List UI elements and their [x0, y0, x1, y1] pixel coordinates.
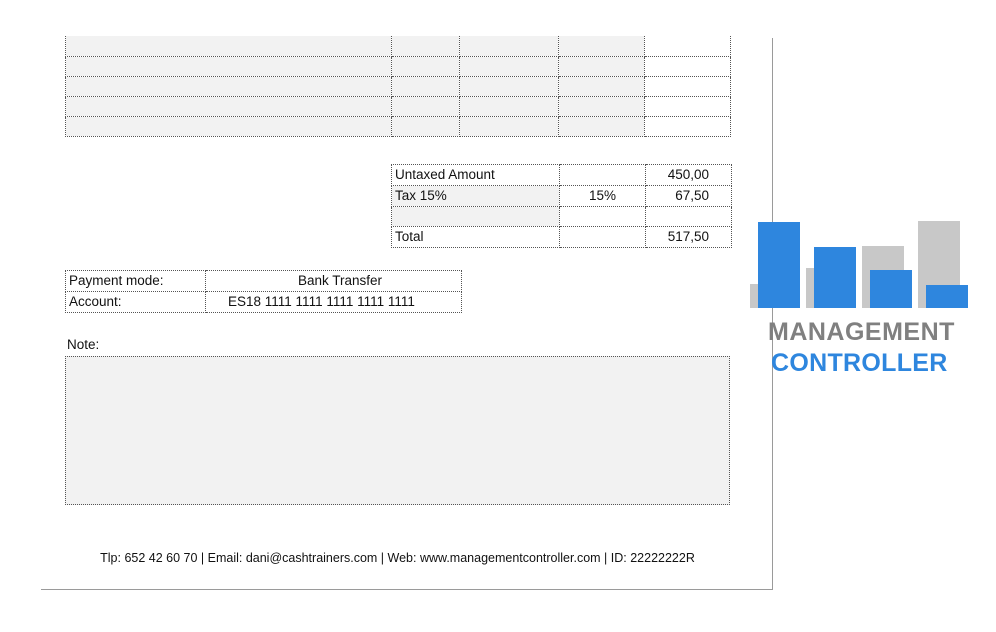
item-cell[interactable]: [66, 116, 392, 136]
extra-rate[interactable]: [560, 207, 646, 227]
item-cell[interactable]: [559, 116, 645, 136]
account-label: Account:: [66, 292, 206, 313]
table-row: [66, 116, 731, 136]
item-cell[interactable]: [392, 36, 460, 56]
item-cell[interactable]: [460, 76, 559, 96]
item-cell[interactable]: [460, 116, 559, 136]
item-cell[interactable]: [392, 116, 460, 136]
page-bottom-edge: [41, 589, 773, 590]
tax-rate[interactable]: 15%: [560, 186, 646, 207]
line-items-table: [65, 36, 731, 137]
tax-amount: 67,50: [646, 186, 732, 207]
item-cell[interactable]: [460, 36, 559, 56]
logo-text-controller: CONTROLLER: [771, 349, 948, 377]
item-cell[interactable]: [392, 56, 460, 76]
item-cell[interactable]: [460, 56, 559, 76]
item-cell[interactable]: [66, 36, 392, 56]
extra-label[interactable]: [392, 207, 560, 227]
extra-amount: [646, 207, 732, 227]
item-cell[interactable]: [645, 36, 731, 56]
total-amount: 517,50: [646, 227, 732, 248]
totals-row-empty: [392, 207, 732, 227]
totals-row-untaxed: [392, 165, 732, 186]
item-cell[interactable]: [645, 56, 731, 76]
account-value[interactable]: ES18 1111 1111 1111 1111 1111: [206, 292, 462, 313]
total-rate: [560, 227, 646, 248]
item-cell[interactable]: [66, 76, 392, 96]
payment-mode-value[interactable]: Bank Transfer: [206, 271, 462, 292]
totals-row-tax: [392, 186, 732, 207]
tax-label[interactable]: Tax 15%: [392, 186, 560, 207]
item-cell[interactable]: [66, 56, 392, 76]
account-row: [66, 292, 462, 313]
table-row: [66, 36, 731, 56]
payment-mode-label: Payment mode:: [66, 271, 206, 292]
item-cell[interactable]: [559, 96, 645, 116]
item-cell[interactable]: [66, 96, 392, 116]
table-row: [66, 76, 731, 96]
logo-bars-icon: [750, 221, 968, 308]
logo-text-management: MANAGEMENT: [768, 318, 955, 346]
item-cell[interactable]: [559, 56, 645, 76]
untaxed-label: Untaxed Amount: [392, 165, 560, 186]
item-cell[interactable]: [392, 76, 460, 96]
payment-table: [65, 270, 462, 313]
item-cell[interactable]: [392, 96, 460, 116]
table-row: [66, 96, 731, 116]
payment-mode-row: [66, 271, 462, 292]
item-cell[interactable]: [559, 76, 645, 96]
untaxed-amount: 450,00: [646, 165, 732, 186]
table-row: [66, 56, 731, 76]
total-label: Total: [392, 227, 560, 248]
item-cell[interactable]: [645, 76, 731, 96]
item-cell[interactable]: [559, 36, 645, 56]
note-label: Note:: [67, 337, 100, 352]
item-cell[interactable]: [645, 96, 731, 116]
item-cell[interactable]: [460, 96, 559, 116]
item-cell[interactable]: [645, 116, 731, 136]
totals-table: [391, 164, 732, 248]
note-field[interactable]: [65, 356, 730, 505]
totals-row-total: [392, 227, 732, 248]
untaxed-rate: [560, 165, 646, 186]
footer-contact: Tlp: 652 42 60 70 | Email: dani@cashtrainers.com | Web: www.managementcontroller.com | ID: 22222222R: [100, 551, 695, 565]
